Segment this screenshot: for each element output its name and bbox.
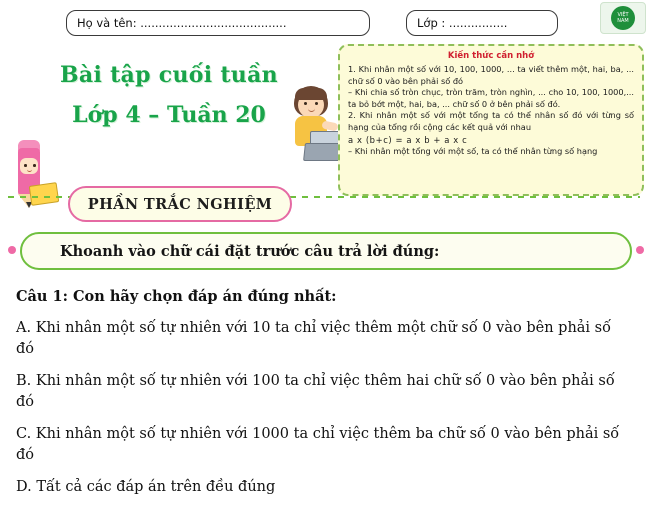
class-field[interactable]	[406, 10, 558, 36]
title-line-1: Bài tập cuối tuần	[60, 62, 278, 88]
note-panel-title: Kiến thức cần nhớ	[447, 51, 535, 61]
section-banner-label: PHẦN TRẮC NGHIỆM	[87, 195, 273, 213]
student-name-label: Họ và tên: ........................................	[77, 16, 287, 30]
ribbon-decoration-left	[8, 196, 70, 198]
logo-badge-text: VIỆT NAM	[611, 6, 635, 30]
pencil-character-illustration	[6, 136, 58, 216]
note-line-3: 2. Khi nhân một số với một tổng ta có thể nhân số đó với từng số hạng của tổng rồi cộng các kết quả với nhau	[348, 110, 634, 132]
instruction-banner	[20, 232, 632, 270]
header-fields	[0, 6, 654, 40]
student-name-field[interactable]	[66, 10, 370, 36]
question-1-option-c[interactable]: C. Khi nhân một số tự nhiên với 1000 ta chỉ việc thêm ba chữ số 0 vào bên phải số đó	[16, 426, 620, 463]
section-banner	[68, 186, 292, 222]
question-1-option-a[interactable]: A. Khi nhân một số tự nhiên với 10 ta chỉ việc thêm một chữ số 0 vào bên phải số đó	[16, 320, 611, 357]
page-title	[44, 62, 294, 128]
title-line-2: Lớp 4 – Tuần 20	[72, 102, 266, 128]
instruction-text: Khoanh vào chữ cái đặt trước câu trả lời đúng:	[60, 242, 440, 260]
note-formula: a x (b+c) = a x b + a x c	[348, 134, 468, 145]
question-1-option-d[interactable]: D. Tất cả các đáp án trên đều đúng	[16, 479, 276, 495]
note-line-2: – Khi chia số tròn chục, tròn trăm, tròn nghìn, ... cho 10, 100, 1000,... ta bỏ bớt một, hai, ba, ... chữ số 0 ở bên phải số đó.	[348, 87, 634, 109]
school-logo	[600, 2, 646, 34]
knowledge-note-panel	[338, 44, 644, 196]
note-line-4: – Khi nhân một tổng với một số, ta có thể nhân từng số hạng	[348, 145, 598, 156]
instruction-dot-right	[636, 246, 644, 254]
instruction-dot-left	[8, 246, 16, 254]
question-1-title: Câu 1: Con hãy chọn đáp án đúng nhất:	[16, 288, 337, 305]
note-line-1: 1. Khi nhân một số với 10, 100, 1000, ... ta viết thêm một, hai, ba, ... chữ số 0 vào bên phải số đó	[348, 64, 634, 86]
ribbon-decoration-right	[290, 196, 640, 198]
girl-with-laptop-illustration	[286, 86, 346, 176]
question-1-option-b[interactable]: B. Khi nhân một số tự nhiên với 100 ta chỉ việc thêm hai chữ số 0 vào bên phải số đó	[16, 373, 615, 410]
class-label: Lớp : ................	[417, 16, 508, 30]
question-block	[16, 288, 644, 509]
